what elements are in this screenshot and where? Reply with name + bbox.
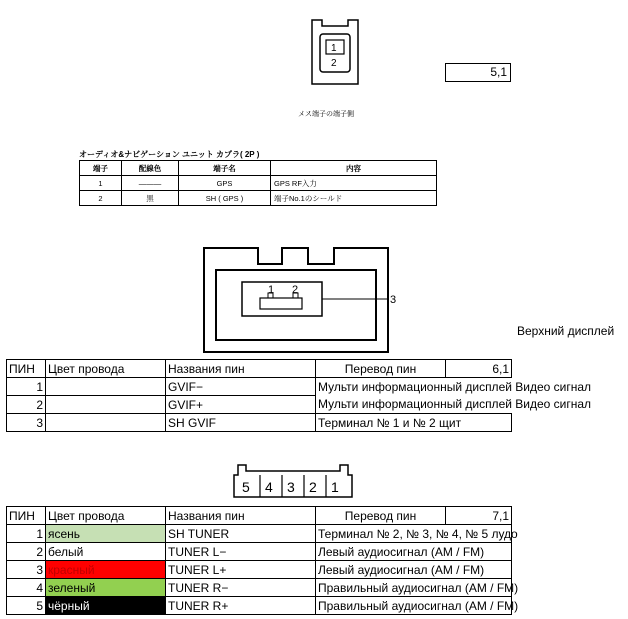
- jp-header-wire-color: 配線色: [122, 161, 179, 176]
- t1-header-wire-color: Цвет провода: [46, 360, 166, 378]
- t2-header-wire-color: Цвет провода: [46, 507, 166, 525]
- mid-connector-pin-1: 1: [268, 284, 275, 296]
- table-row: 2 GVIF+ Мульти информационный дисплей Видео сигнал: [7, 396, 621, 414]
- table-row: 3 красный TUNER L+ Левый аудиосигнал (AM / FM): [7, 561, 621, 579]
- t1-header-pin-name: Названия пин: [166, 360, 316, 378]
- t2-header-pin: ПИН: [7, 507, 46, 525]
- table-row: 4 зеленый TUNER R− Правильный аудиосигнал (AM / FM): [7, 579, 621, 597]
- bottom-connector-diagram: [228, 461, 358, 501]
- upper-display-label: Верхний дисплей: [517, 324, 615, 338]
- top-connector-diagram: [300, 14, 370, 86]
- table-row: 1 ——— GPS GPS RF入力: [80, 176, 437, 191]
- t1-ref-box: 6,1: [446, 360, 512, 378]
- table-row: 2 黒 SH ( GPS ) 端子No.1のシールド: [80, 191, 437, 206]
- wire-color-cell: зеленый: [46, 579, 166, 597]
- top-connector-pin-2: 2: [331, 58, 337, 69]
- t2-header-pin-name: Названия пин: [166, 507, 316, 525]
- table-row: 3 SH GVIF Терминал № 1 и № 2 щит: [7, 414, 621, 432]
- bottom-connector-pin-4: 4: [265, 479, 273, 495]
- wire-color-cell: чёрный: [46, 597, 166, 615]
- bottom-connector-pin-2: 2: [309, 479, 317, 495]
- jp-header-terminal: 端子: [80, 161, 122, 176]
- wire-color-cell: красный: [46, 561, 166, 579]
- table-row: 1 ясень SH TUNER Терминал № 2, № 3, № 4, № 5 лудо: [7, 525, 621, 543]
- pin-table-1: [6, 359, 621, 432]
- jp-table-title: オーディオ&ナビゲーション ユニット カプラ( 2P ): [79, 150, 260, 159]
- bottom-connector-pin-3: 3: [287, 479, 295, 495]
- mid-connector-callout: 3: [390, 294, 397, 306]
- bottom-connector-pin-5: 5: [242, 479, 250, 495]
- table-row: 1 GVIF− Мульти информационный дисплей Видео сигнал: [7, 378, 621, 396]
- top-connector-ref-box: 5,1: [445, 63, 511, 82]
- mid-connector-diagram: [198, 240, 408, 360]
- top-connector-pin-1: 1: [331, 43, 337, 54]
- wire-color-cell: ясень: [46, 525, 166, 543]
- table-row: 2 белый TUNER L− Левый аудиосигнал (AM / FM): [7, 543, 621, 561]
- table-row: 5 чёрный TUNER R+ Правильный аудиосигнал (AM / FM): [7, 597, 621, 615]
- t2-header-translation: Перевод пин: [316, 507, 446, 525]
- jp-header-content: 内容: [271, 161, 437, 176]
- t1-header-pin: ПИН: [7, 360, 46, 378]
- t1-header-translation: Перевод пин: [316, 360, 446, 378]
- bottom-connector-pin-1: 1: [331, 479, 339, 495]
- jp-caption: メス端子の端子側: [298, 111, 354, 118]
- t2-ref-box: 7,1: [446, 507, 512, 525]
- wire-color-cell: белый: [46, 543, 166, 561]
- mid-connector-pin-2: 2: [292, 284, 299, 296]
- jp-table: [79, 160, 437, 206]
- jp-header-terminal-name: 端子名: [179, 161, 271, 176]
- pin-table-2: [6, 506, 621, 615]
